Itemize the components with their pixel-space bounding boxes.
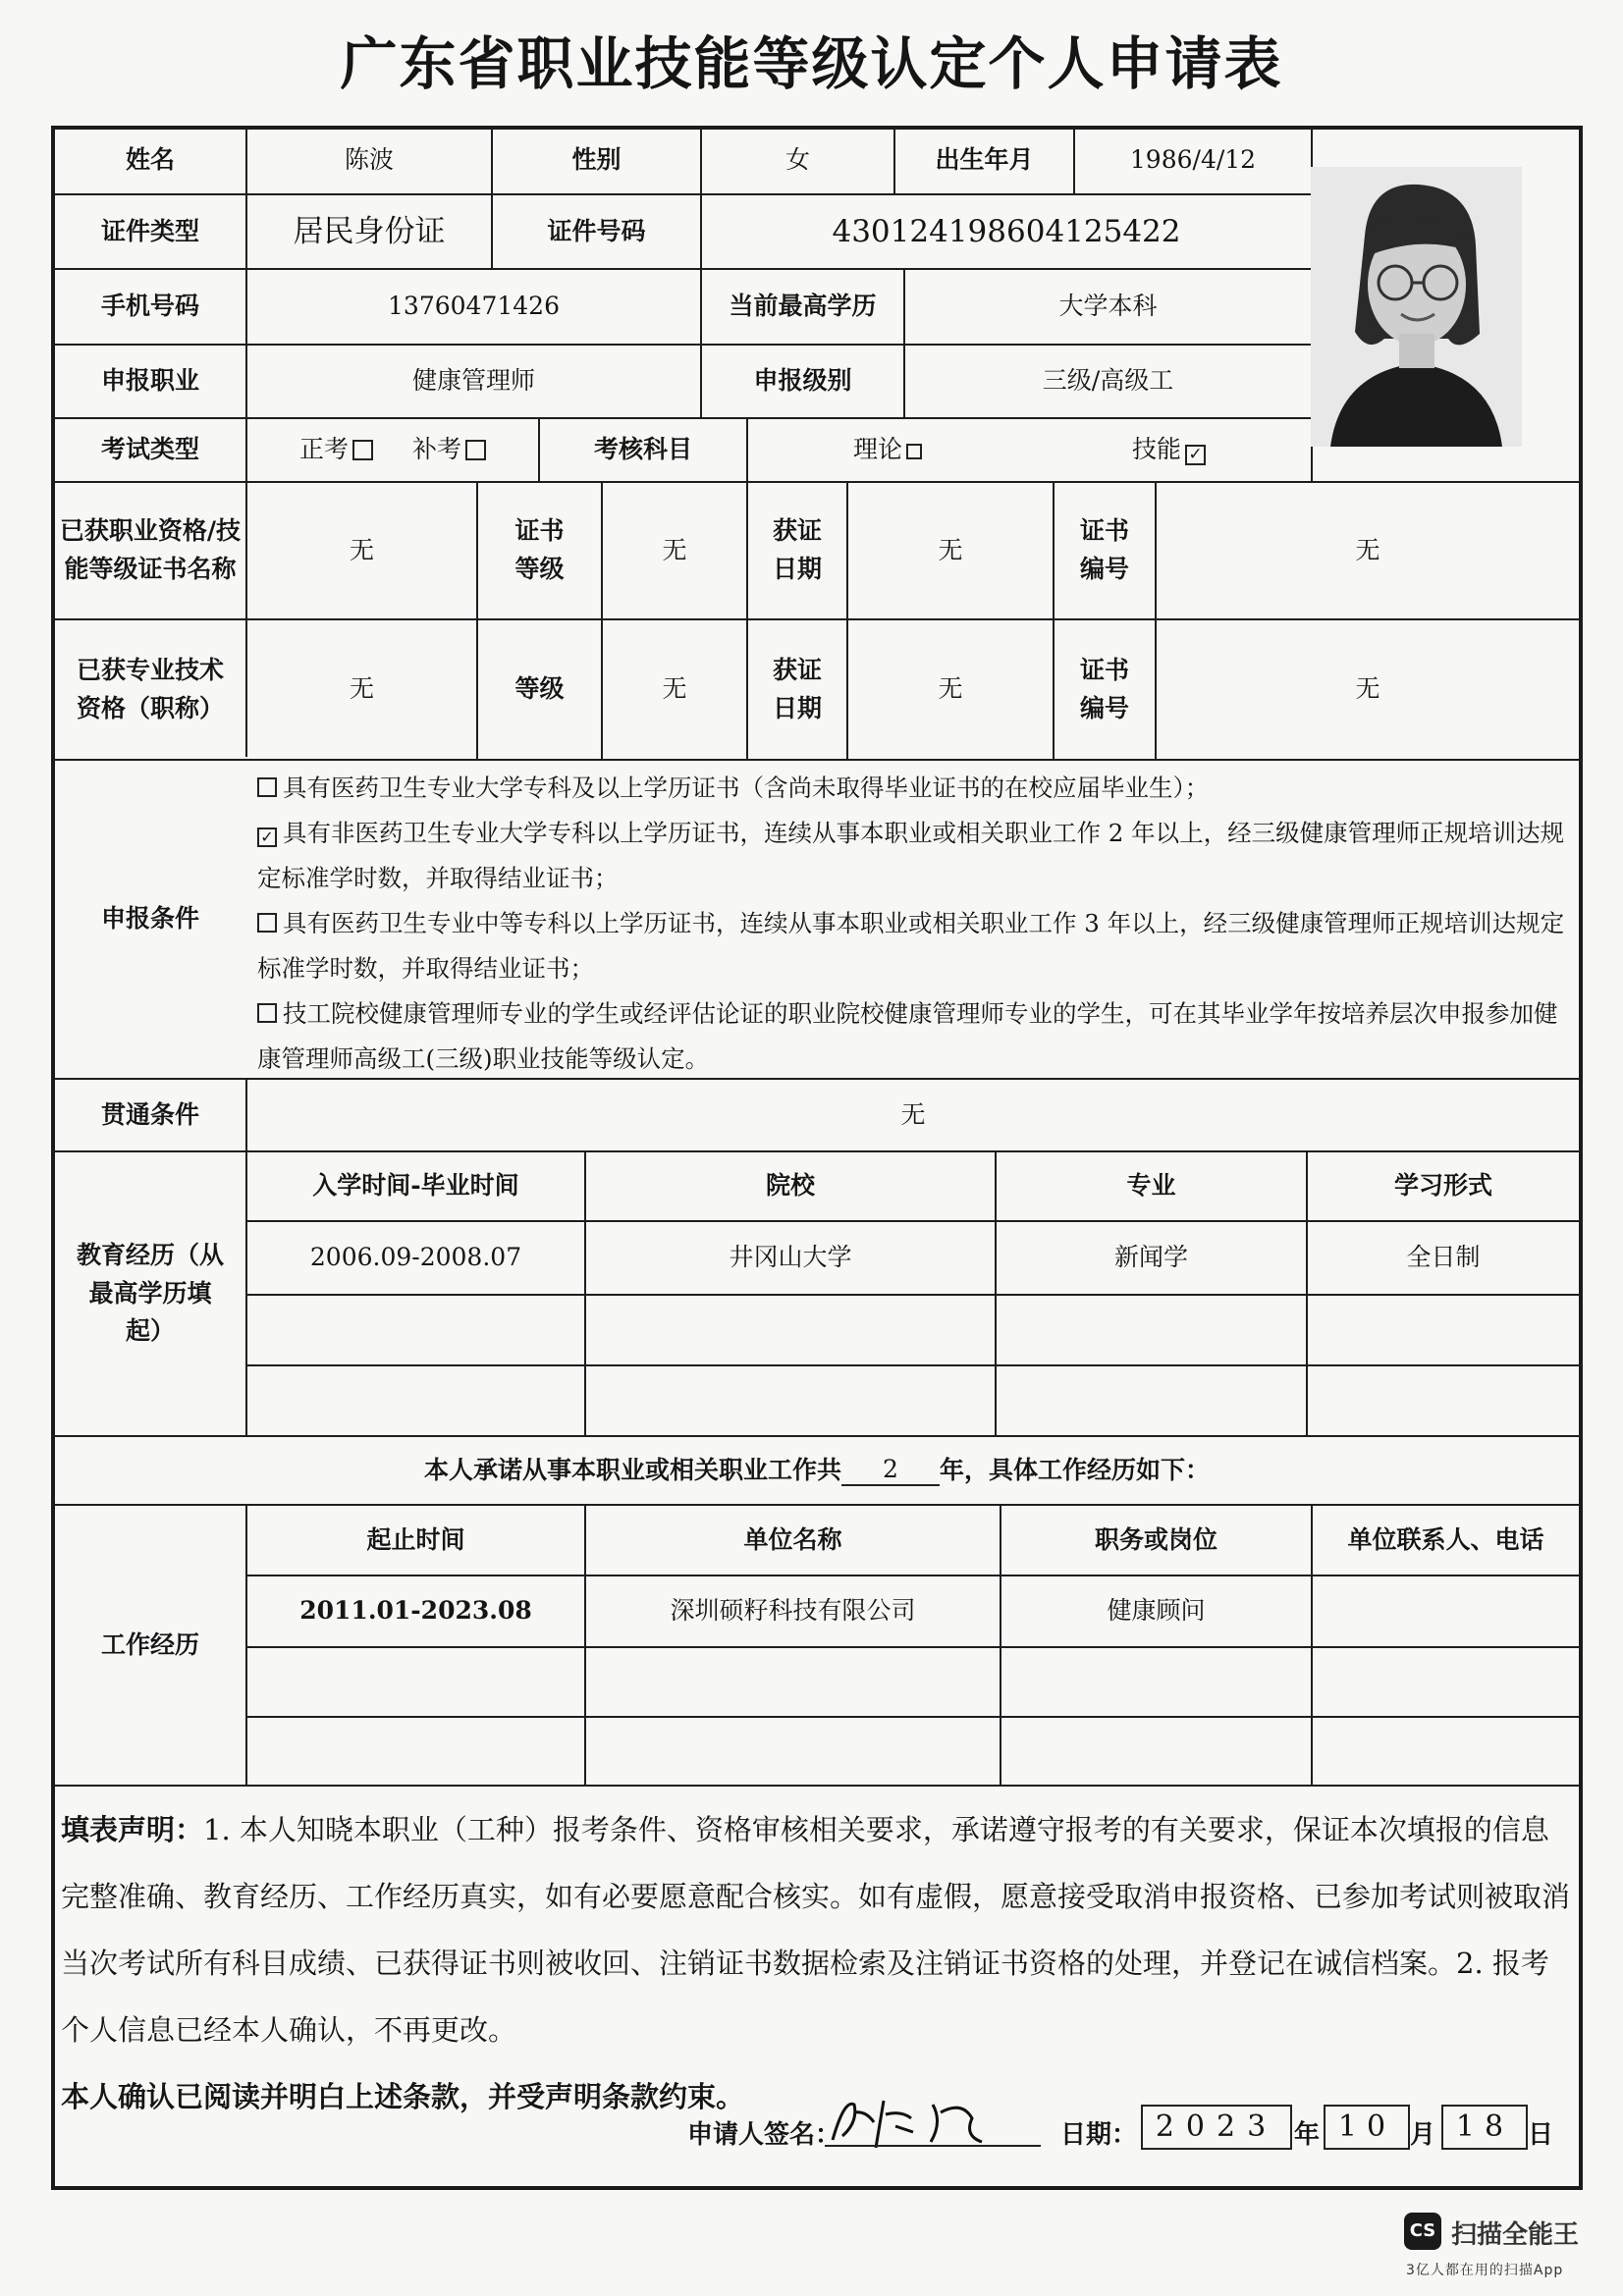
cert2-date-label: 获证日期: [772, 655, 822, 722]
scanner-logo-icon: CS: [1404, 2213, 1441, 2250]
work-company: 深圳硕籽科技有限公司: [670, 1596, 916, 1626]
cert1-level: 无: [662, 535, 687, 564]
name-label: 姓名: [125, 145, 175, 175]
edu-header-school: 院校: [765, 1171, 815, 1201]
edu-header-period: 入学时间-毕业时间: [312, 1171, 519, 1201]
work-position: 健康顾问: [1107, 1596, 1206, 1626]
declaration-confirm: 本人确认已阅读并明白上述条款，并受声明条款约束。: [61, 2080, 745, 2113]
rule: [51, 1785, 1583, 1787]
work-header-position: 职务或岗位: [1094, 1524, 1217, 1554]
work-years: 2: [841, 1455, 940, 1486]
cert2-name: 无: [349, 674, 374, 704]
through-value: 无: [900, 1099, 926, 1129]
phone-label: 手机号码: [100, 292, 199, 321]
signature-label: 申请人签名：: [687, 2120, 841, 2150]
cert1-date-label: 获证日期: [772, 516, 822, 583]
scanner-watermark: [1404, 2209, 1600, 2287]
exam-type-label: 考试类型: [100, 435, 199, 464]
signature-row: [687, 2099, 1571, 2158]
name-value: 陈波: [344, 145, 394, 175]
subject-label: 考核科目: [593, 435, 692, 464]
condition-item: 具有医药卫生专业中等专科以上学历证书，连续从事本职业或相关职业工作 3 年以上，经三级健康管理师正规培训达规定标准学时数，并取得结业证书；: [257, 909, 1565, 983]
declaration: [61, 1796, 1573, 2130]
normal-exam-checkbox[interactable]: [352, 440, 373, 460]
edu-major: 新闻学: [1113, 1243, 1188, 1272]
retake-exam-label: 补考: [412, 435, 462, 464]
scanner-name: 扫描全能王: [1451, 2220, 1580, 2250]
conditions-label: 申报条件: [100, 904, 199, 934]
rule: [245, 1294, 1583, 1296]
id-no-label: 证件号码: [547, 216, 646, 245]
cert1-date: 无: [938, 535, 963, 564]
declaration-heading: 填表声明：: [61, 1813, 204, 1846]
gender-label: 性别: [571, 145, 622, 175]
cert1-name: 无: [349, 535, 374, 564]
exam-type-options: [247, 419, 538, 481]
condition-checkbox[interactable]: [257, 1003, 277, 1023]
cert2-label: 已获专业技术资格（职称）: [76, 655, 224, 722]
work-header-contact: 单位联系人、电话: [1347, 1524, 1544, 1554]
edu-header-major: 专业: [1126, 1171, 1176, 1201]
job-label: 申报职业: [100, 366, 199, 396]
applicant-photo: [1311, 167, 1522, 447]
cert1-label: 已获职业资格/技能等级证书名称: [59, 516, 242, 583]
work-promise: 本人承诺从事本职业或相关职业工作共 2 年，具体工作经历如下：: [55, 1437, 1579, 1504]
education-label: 教育经历（从最高学历填起）: [76, 1240, 224, 1346]
education-level-label: 当前最高学历: [729, 292, 877, 321]
day-unit: 日: [1528, 2120, 1554, 2150]
condition-checkbox[interactable]: [257, 913, 277, 933]
condition-item: ✓ 具有非医药卫生专业大学专科以上学历证书，连续从事本职业或相关职业工作 2 年以上，经三级健康管理师正规培训达规定标准学时数，并取得结业证书；: [257, 819, 1565, 892]
birth-label: 出生年月: [935, 145, 1034, 175]
through-label: 贯通条件: [100, 1099, 199, 1129]
education-level-value: 大学本科: [1058, 292, 1158, 321]
declaration-text: 1. 本人知晓本职业（工种）报考条件、资格审核相关要求，承诺遵守报考的有关要求，保证本次填报的信息完整准确、教育经历、工作经历真实，如有必要愿意配合核实。如有虚假，愿意接受取消申报资格、已参加考试则被取消当次考试所有科目成绩、已获得证书则被收回、注销证书数据检索及注销证书资格的处理，并登记在诚信档案。2. 报考个人信息已经本人确认，不再更改。: [61, 1813, 1571, 2047]
date-label: 日期：: [1060, 2120, 1138, 2150]
level-label: 申报级别: [753, 366, 852, 396]
job-value: 健康管理师: [411, 366, 535, 396]
id-no-value: 430124198604125422: [832, 213, 1181, 249]
condition-item: 具有医药卫生专业大学专科及以上学历证书（含尚未取得毕业证书的在校应届毕业生）；: [257, 766, 1573, 811]
normal-exam-label: 正考: [298, 435, 349, 464]
condition-checkbox[interactable]: ✓: [257, 828, 277, 847]
scanner-slogan: 3亿人都在用的扫描App: [1406, 2263, 1564, 2278]
theory-checkbox[interactable]: [906, 444, 922, 459]
sign-month: 10: [1324, 2105, 1410, 2150]
edu-school: 井冈山大学: [729, 1243, 852, 1272]
skill-checkbox[interactable]: ✓: [1185, 445, 1206, 465]
applicant-signature: [825, 2093, 1041, 2154]
cert2-date: 无: [938, 674, 963, 704]
work-header-period: 起止时间: [366, 1524, 465, 1554]
sign-year: 2023: [1141, 2105, 1292, 2150]
rule: [245, 1716, 1583, 1718]
edu-header-form: 学习形式: [1393, 1171, 1492, 1201]
rule: [245, 1364, 1583, 1366]
cert1-level-label: 证书等级: [514, 516, 565, 583]
gender-value: 女: [784, 145, 810, 175]
work-period: 2011.01-2023.08: [299, 1596, 532, 1626]
theory-label: 理论: [852, 435, 902, 464]
phone-value: 13760471426: [388, 292, 560, 321]
form-title: 广东省职业技能等级认定个人申请表: [340, 30, 1283, 97]
edu-period: 2006.09-2008.07: [309, 1243, 522, 1272]
skill-label: 技能: [1131, 435, 1181, 464]
cert2-no: 无: [1355, 674, 1380, 704]
edu-form: 全日制: [1406, 1243, 1481, 1272]
cert2-no-label: 证书编号: [1079, 655, 1129, 722]
condition-item: 技工院校健康管理师专业的学生或经评估论证的职业院校健康管理师专业的学生，可在其毕业学年按培养层次申报参加健康管理师高级工(三级)职业技能等级认定。: [257, 999, 1558, 1073]
level-value: 三级/高级工: [1042, 366, 1174, 396]
birth-value: 1986/4/12: [1129, 145, 1257, 175]
sign-day: 18: [1441, 2105, 1528, 2150]
rule: [245, 1646, 1583, 1648]
cert1-no-label: 证书编号: [1079, 516, 1129, 583]
work-label: 工作经历: [100, 1629, 199, 1659]
subject-options: [748, 419, 1311, 481]
work-header-company: 单位名称: [743, 1524, 842, 1554]
rule: [51, 759, 1583, 761]
cert2-level-label: 等级: [514, 674, 565, 704]
cert2-level: 无: [662, 674, 687, 704]
cert1-no: 无: [1355, 535, 1380, 564]
work-contact: [1313, 1576, 1579, 1646]
conditions-list: [257, 766, 1573, 1082]
id-type-value: 居民身份证: [293, 213, 446, 249]
year-unit: 年: [1294, 2120, 1321, 2150]
month-unit: 月: [1410, 2120, 1436, 2150]
condition-checkbox[interactable]: [257, 777, 277, 797]
id-type-label: 证件类型: [100, 216, 199, 245]
retake-exam-checkbox[interactable]: [465, 440, 486, 460]
